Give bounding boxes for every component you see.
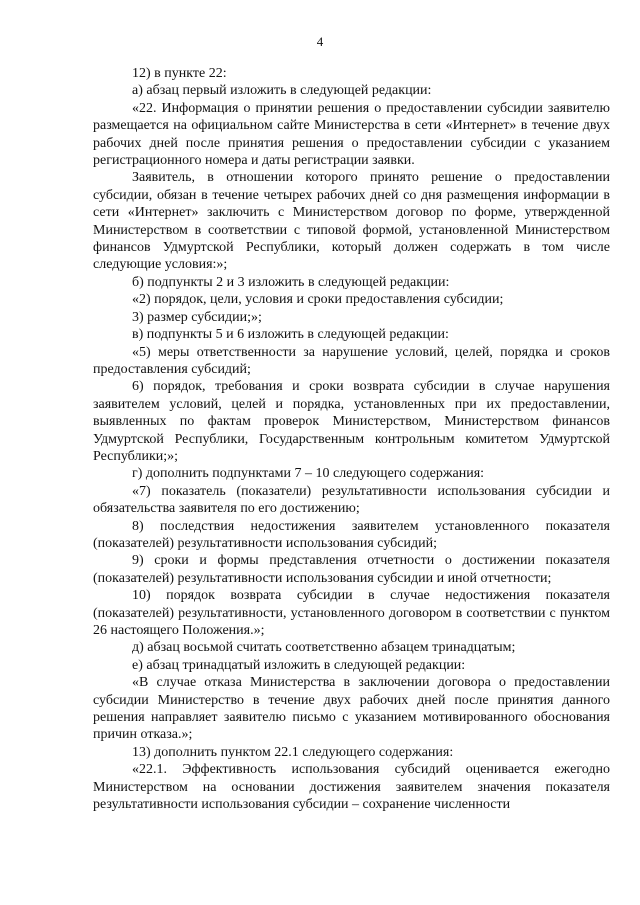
paragraph: «В случае отказа Министерства в заключении договора о предоставлении субсидии Министерство в течение двух рабочих дней после принятия данного решения направляет заявителю письмо с указанием мотивированного обоснования причин отказа.»; (93, 675, 610, 743)
paragraph: 12) в пункте 22: (132, 66, 227, 81)
page-number: 4 (316, 34, 324, 49)
paragraph: 10) порядок возврата субсидии в случае недостижения показателя (показателей) результативности, установленного договором в соответствии с пунктом 26 настоящего Положения.»; (93, 588, 610, 638)
paragraph: 3) размер субсидии;»; (132, 309, 262, 325)
paragraph: д) абзац восьмой считать соответственно абзацем тринадцатым; (132, 640, 516, 656)
paragraph: г) дополнить подпунктами 7 – 10 следующего содержания: (132, 466, 485, 482)
paragraph: б) подпункты 2 и 3 изложить в следующей редакции: (132, 274, 450, 290)
paragraph: «5) меры ответственности за нарушение условий, целей, порядка и сроков предоставления субсидий; (93, 344, 610, 377)
paragraph: «7) показатель (показатели) результативности использования субсидии и обязательства заявителя по его достижению; (93, 483, 610, 517)
paragraph: Заявитель, в отношении которого принято решение о предоставлении субсидии, обязан в течение четырех рабочих дней со дня размещения информации в сети «Интернет» заключить с Министерством договор по форме, утвержденной Министерством в соответствии с типовой формой, установленной Министерством финансов Удмуртской Республики, который должен содержать в том числе следующие условия:»; (93, 170, 610, 273)
paragraph: е) абзац тринадцатый изложить в следующей редакции: (132, 657, 466, 673)
paragraph: 6) порядок, требования и сроки возврата субсидии в случае нарушения заявителем условий, целей и порядка, установленных при их предоставлении, выявленных по фактам проверок Министерством, Министерством финансов Удмуртской Республики, Государственным контрольным комитетом Удмуртской Республики;»; (93, 379, 610, 464)
document-body (93, 65, 610, 813)
paragraph: «22. Информация о принятии решения о предоставлении субсидии заявителю размещается на официальном сайте Министерства в сети «Интернет» в течение двух рабочих дней после принятия решения о предоставлении субсидии с указанием регистрационного номера и даты регистрации заявки. (93, 100, 610, 169)
paragraph: 9) сроки и формы представления отчетности о достижении показателя (показателей) результативности использования субсидии и иной отчетности; (93, 553, 610, 586)
paragraph: «22.1. Эффективность использования субсидий оценивается ежегодно Министерством на основании достижения заявителем значения показателя результативности использования субсидии – сохранение численности (93, 762, 610, 813)
paragraph: «2) порядок, цели, условия и сроки предоставления субсидии; (132, 292, 504, 308)
paragraph: а) абзац первый изложить в следующей редакции: (132, 83, 432, 99)
paragraph: 8) последствия недостижения заявителем установленного показателя (показателей) результативности использования субсидий; (93, 518, 610, 551)
paragraph: 13) дополнить пунктом 22.1 следующего содержания: (132, 744, 454, 760)
paragraph: в) подпункты 5 и 6 изложить в следующей редакции: (132, 327, 449, 343)
